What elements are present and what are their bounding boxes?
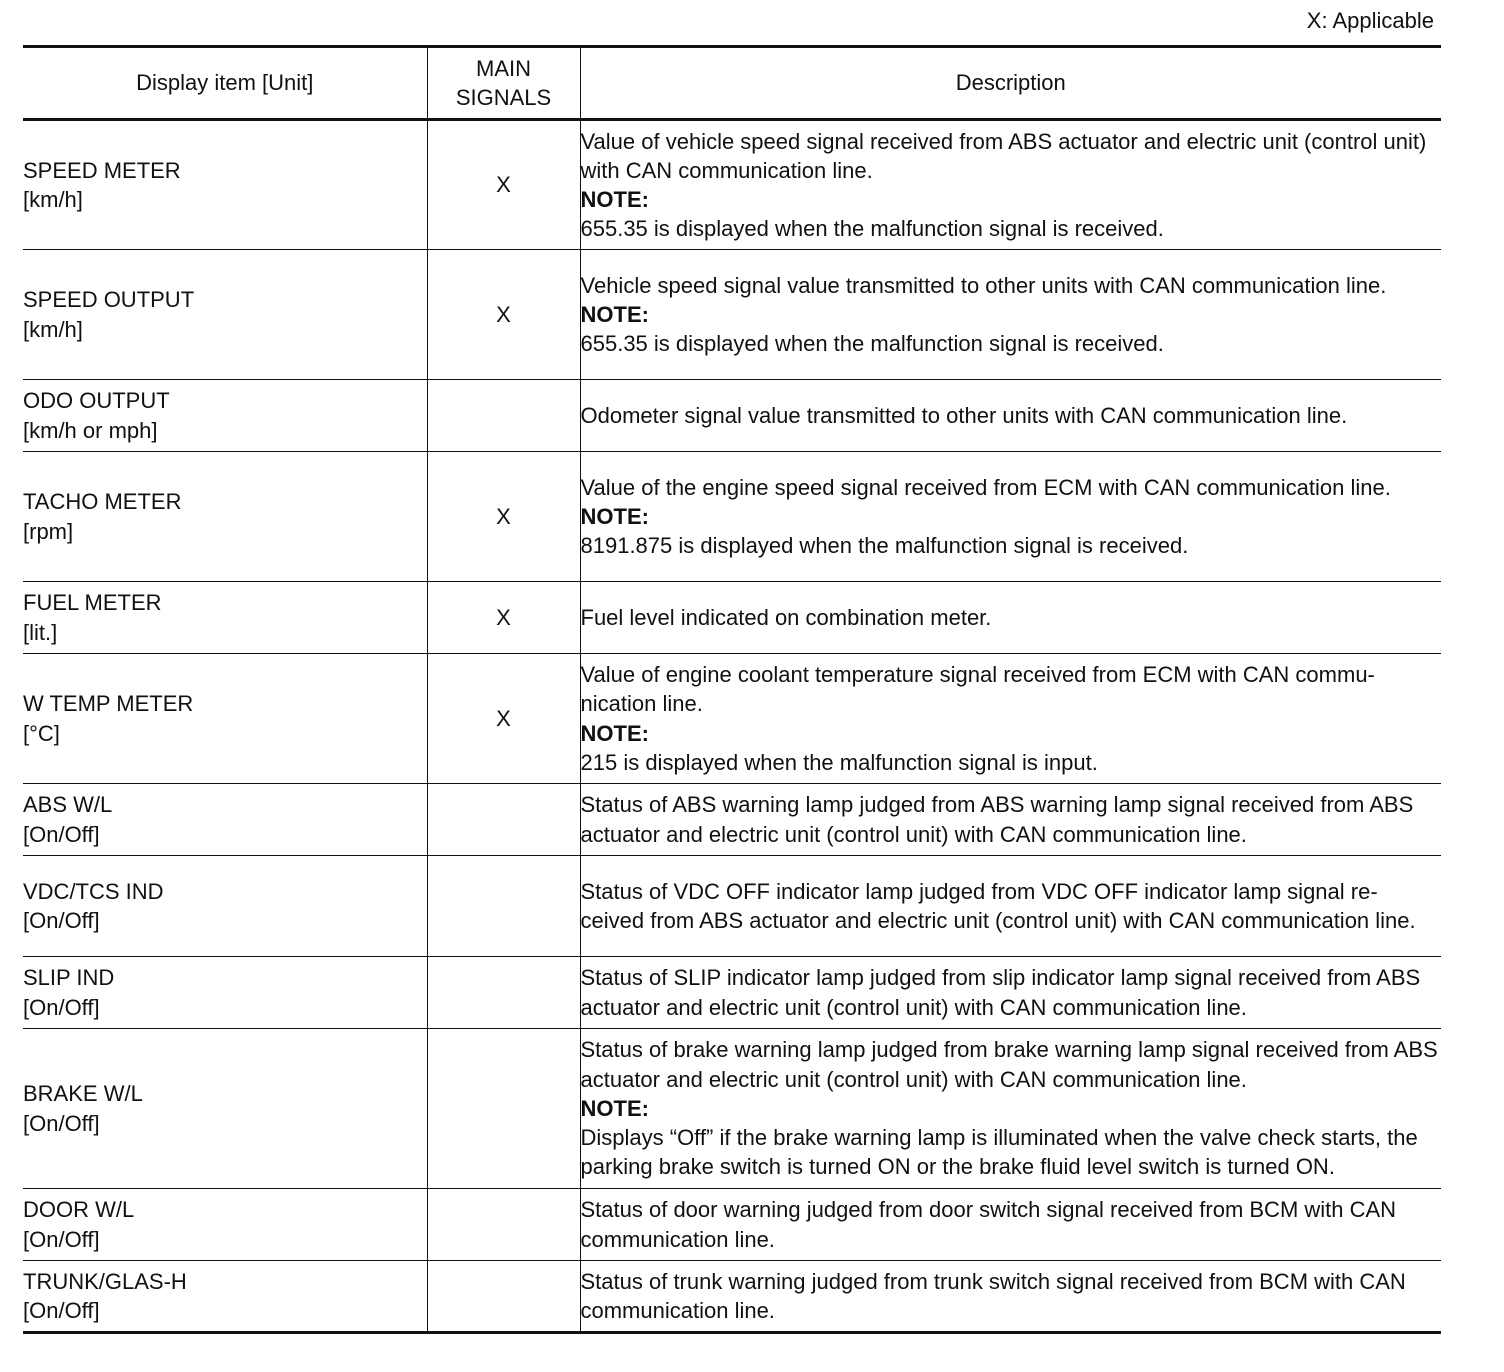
note-text: 655.35 is displayed when the malfunction signal is received. bbox=[580, 331, 1164, 357]
item-unit: [km/h] bbox=[23, 316, 83, 342]
display-item-cell bbox=[23, 250, 427, 380]
main-signal-cell: X bbox=[427, 452, 580, 582]
display-item-cell bbox=[23, 1261, 427, 1333]
item-name: TRUNK/GLAS-H bbox=[23, 1268, 187, 1294]
description-cell bbox=[580, 1029, 1441, 1189]
description-text: Status of VDC OFF indicator lamp judged from VDC OFF indicator lamp signal re-ceived from ABS actuator and electric unit (control unit) with CAN communication line. bbox=[580, 878, 1416, 933]
table-row bbox=[23, 452, 1441, 582]
note-label: NOTE: bbox=[580, 503, 649, 529]
table-row bbox=[23, 856, 1441, 957]
description-text: Status of door warning judged from door switch signal received from BCM with CAN communication line. bbox=[580, 1197, 1397, 1252]
item-unit: [km/h or mph] bbox=[23, 417, 158, 443]
description-text: Value of vehicle speed signal received from ABS actuator and electric unit (control unit) with CAN communication line. bbox=[580, 128, 1427, 183]
display-item-cell bbox=[23, 654, 427, 784]
table-row bbox=[23, 1261, 1441, 1333]
item-unit: [°C] bbox=[23, 720, 60, 746]
display-item-cell bbox=[23, 957, 427, 1029]
item-name: TACHO METER bbox=[23, 489, 182, 515]
header-main-signals bbox=[427, 47, 580, 120]
table-row bbox=[23, 784, 1441, 856]
description-cell bbox=[580, 120, 1441, 250]
item-name: ABS W/L bbox=[23, 792, 113, 818]
table-row bbox=[23, 250, 1441, 380]
item-unit: [On/Off] bbox=[23, 908, 100, 933]
note-text: Displays “Off” if the brake warning lamp is illuminated when the valve check starts, the parking brake switch is turned ON or the brake fluid level switch is turned ON. bbox=[580, 1125, 1418, 1180]
description-cell bbox=[580, 784, 1441, 856]
note-text: 215 is displayed when the malfunction signal is input. bbox=[580, 749, 1098, 775]
description-cell bbox=[580, 1189, 1441, 1261]
item-unit: [lit.] bbox=[23, 619, 58, 645]
item-name: VDC/TCS IND bbox=[23, 878, 164, 904]
main-signal-cell bbox=[427, 380, 580, 452]
main-signal-cell bbox=[427, 957, 580, 1029]
description-text: Status of ABS warning lamp judged from ABS warning lamp signal received from ABS actuator and electric unit (control unit) with CAN communication line. bbox=[580, 792, 1414, 847]
description-cell bbox=[580, 250, 1441, 380]
description-text: Fuel level indicated on combination meter. bbox=[580, 604, 992, 630]
applicable-legend: X: Applicable bbox=[1306, 8, 1434, 33]
description-cell bbox=[580, 957, 1441, 1029]
item-name: W TEMP METER bbox=[23, 691, 194, 717]
note-label: NOTE: bbox=[580, 1095, 649, 1121]
description-cell bbox=[580, 654, 1441, 784]
display-item-cell bbox=[23, 380, 427, 452]
item-unit: [On/Off] bbox=[23, 994, 100, 1020]
header-main-line1: MAIN bbox=[476, 55, 531, 81]
table-row bbox=[23, 1189, 1441, 1261]
table-row bbox=[23, 1029, 1441, 1189]
header-description: Description bbox=[580, 47, 1441, 120]
item-name: SLIP IND bbox=[23, 965, 115, 991]
display-item-cell bbox=[23, 784, 427, 856]
main-signal-cell: X bbox=[427, 582, 580, 654]
description-text: Vehicle speed signal value transmitted to other units with CAN communication line. bbox=[580, 272, 1387, 298]
table-header bbox=[23, 47, 1441, 120]
description-cell bbox=[580, 1261, 1441, 1333]
item-unit: [rpm] bbox=[23, 518, 74, 544]
description-cell bbox=[580, 380, 1441, 452]
table-row bbox=[23, 380, 1441, 452]
table-row bbox=[23, 654, 1441, 784]
item-unit: [On/Off] bbox=[23, 821, 100, 847]
table-row bbox=[23, 957, 1441, 1029]
description-text: Status of brake warning lamp judged from brake warning lamp signal received from ABS actuator and electric unit (control unit) with CAN communication line. bbox=[580, 1037, 1438, 1092]
display-item-cell bbox=[23, 1029, 427, 1189]
item-name: BRAKE W/L bbox=[23, 1081, 143, 1107]
header-display-item: Display item [Unit] bbox=[23, 47, 427, 120]
main-signal-cell bbox=[427, 856, 580, 957]
display-item-cell bbox=[23, 1189, 427, 1261]
main-signal-cell: X bbox=[427, 250, 580, 380]
description-cell bbox=[580, 452, 1441, 582]
display-item-cell bbox=[23, 452, 427, 582]
display-item-cell bbox=[23, 120, 427, 250]
note-text: 8191.875 is displayed when the malfunction signal is received. bbox=[580, 533, 1189, 559]
item-unit: [On/Off] bbox=[23, 1110, 100, 1136]
table-row bbox=[23, 120, 1441, 250]
description-text: Status of SLIP indicator lamp judged from slip indicator lamp signal received from ABS actuator and electric unit (control unit) with CAN communication line. bbox=[580, 965, 1421, 1020]
item-name: SPEED METER bbox=[23, 157, 181, 183]
note-label: NOTE: bbox=[580, 301, 649, 327]
description-cell bbox=[580, 582, 1441, 654]
main-signal-cell bbox=[427, 1261, 580, 1333]
main-signal-cell bbox=[427, 784, 580, 856]
description-cell bbox=[580, 856, 1441, 957]
note-text: 655.35 is displayed when the malfunction signal is received. bbox=[580, 216, 1164, 242]
display-item-cell bbox=[23, 856, 427, 957]
table-body bbox=[23, 120, 1441, 1333]
item-name: FUEL METER bbox=[23, 590, 162, 616]
main-signal-cell bbox=[427, 1029, 580, 1189]
main-signal-cell: X bbox=[427, 654, 580, 784]
table-row bbox=[23, 582, 1441, 654]
item-unit: [On/Off] bbox=[23, 1226, 100, 1252]
note-label: NOTE: bbox=[580, 720, 649, 746]
item-unit: [On/Off] bbox=[23, 1298, 100, 1323]
description-text: Odometer signal value transmitted to other units with CAN communication line. bbox=[580, 402, 1348, 428]
description-text: Value of engine coolant temperature signal received from ECM with CAN commu-nication line. bbox=[580, 662, 1375, 717]
description-text: Status of trunk warning judged from trunk switch signal received from BCM with CAN communication line. bbox=[580, 1268, 1406, 1323]
item-name: SPEED OUTPUT bbox=[23, 287, 195, 313]
item-unit: [km/h] bbox=[23, 187, 83, 212]
header-main-line2: SIGNALS bbox=[455, 85, 552, 110]
note-label: NOTE: bbox=[580, 187, 649, 212]
main-signal-cell: X bbox=[427, 120, 580, 250]
description-text: Value of the engine speed signal received from ECM with CAN communication line. bbox=[580, 474, 1391, 500]
item-name: DOOR W/L bbox=[23, 1197, 135, 1223]
item-name: ODO OUTPUT bbox=[23, 388, 170, 414]
display-item-table bbox=[23, 45, 1441, 1334]
display-item-cell bbox=[23, 582, 427, 654]
main-signal-cell bbox=[427, 1189, 580, 1261]
